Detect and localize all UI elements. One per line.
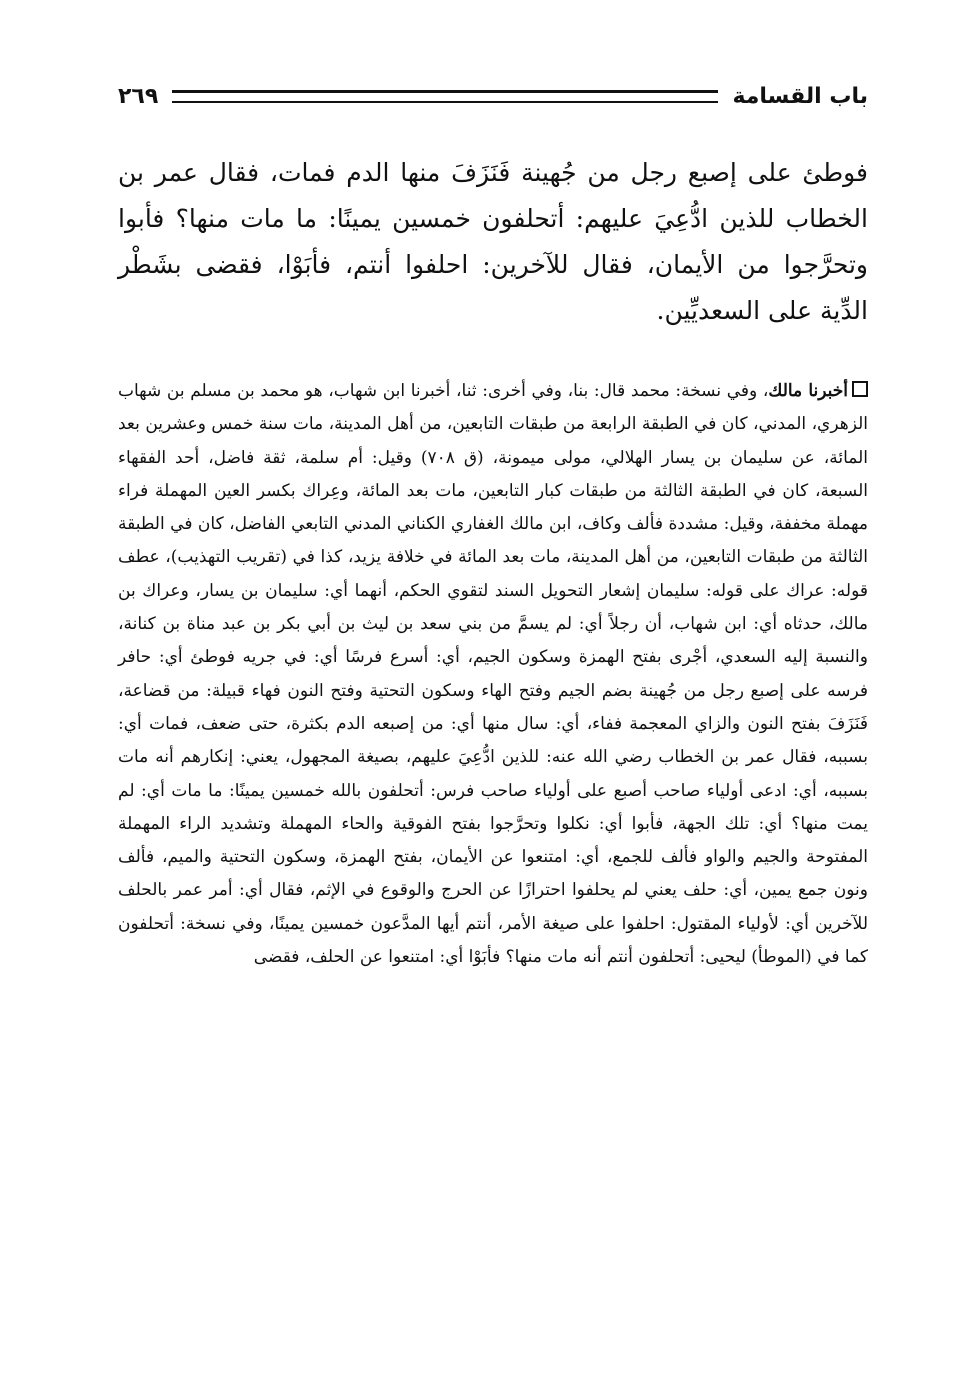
page-number: ٢٦٩: [118, 83, 159, 109]
header-rule: [172, 90, 718, 103]
commentary-lead: أخبرنا مالك: [768, 381, 848, 401]
commentary-block: [118, 375, 868, 974]
page-header: [118, 72, 868, 120]
hadith-text: فوطئ على إصبع رجل من جُهينة فَنَزَفَ منها الدم فمات، فقال عمر بن الخطاب للذين ادُّعِيَ عليهم: أتحلفون خمسين يمينًا: ما مات منها؟ فأبوا وتحرَّجوا من الأيمان، فقال للآخرين: احلفوا أنتم، فأبَوْا، فقضى بشَطْر الدِّية على السعديِّين.: [118, 158, 868, 325]
square-marker-icon: [852, 381, 868, 397]
commentary-text: ، وفي نسخة: محمد قال: بنا، وفي أخرى: ثنا، أخبرنا ابن شهاب، هو محمد بن مسلم بن شهاب الزهري، المدني، كان في الطبقة الرابعة من طبقات التابعين، من أهل المدينة، مات سنة خمس وعشرين بعد المائة، عن سليمان بن يسار الهلالي، مولى ميمونة، (ق ٧٠٨) وقيل: أم سلمة، ثقة فاضل، أحد الفقهاء السبعة، كان في الطبقة الثالثة من طبقات كبار التابعين، مات بعد المائة، وعِراك بكسر العين المهملة فراء مهملة مخففة، وقيل: مشددة فألف وكاف، ابن مالك الغفاري الكناني المدني التابعي الفاضل، كان في الطبقة الثالثة من طبقات التابعين، من أهل المدينة، مات بعد المائة في خلافة يزيد، كذا في (تقريب التهذيب)، عطف قوله: عراك على قوله: سليمان إشعار التحويل السند لتقوي الحكم، أنهما أي: سليمان بن يسار، وعراك بن مالك، حدثاه أي: ابن شهاب، أن رجلاً أي: لم يسمَّ من بني سعد بن ليث بن أبي بكر بن عبد مناة بن كنانة، والنسبة إليه السعدي، أجْرى بفتح الهمزة وسكون الجيم، أي: أسرع فرسًا أي: في جريه فوطئ أي: حافر فرسه على إصبع رجل من جُهينة بضم الجيم وفتح الهاء وسكون التحتية وفتح النون فهاء قبيلة: من قضاعة، فَنَزَفَ بفتح النون والزاي المعجمة ففاء، أي: سال منها أي: من إصبعه الدم بكثرة، حتى ضعف، فمات أي: بسببه، فقال عمر بن الخطاب رضي الله عنه: للذين ادُّعِيَ عليهم، بصيغة المجهول، يعني: إنكارهم أنه مات بسببه، أي: ادعى أولياء صاحب أصبع على أولياء صاحب فرس: أتحلفون بالله خمسين يمينًا: ما مات أي: لم يمت منها؟ أي: تلك الجهة، فأبوا أي: نكلوا وتحرَّجوا بفتح الفوقية والحاء المهملة وتشديد الراء المهملة المفتوحة والجيم والواو فألف للجمع، أي: امتنعوا عن الأيمان، بفتح الهمزة، وسكون التحتية والميم، فألف ونون جمع يمين، أي: حلف يعني لم يحلفوا احترازًا عن الحرج والوقوع في الإثم، فقال أي: أمر عمر بالحلف للآخرين أي: لأولياء المقتول: احلفوا على صيغة الأمر، أنتم أيها المدَّعون خمسين يمينًا، وفي نسخة: أتحلفون كما في (الموطأ) ليحيى: أتحلفون أنتم أنه مات منها؟ فأبَوْا أي: امتنعوا عن الحلف، فقضى: [118, 381, 868, 968]
chapter-title: باب القسامة: [732, 83, 868, 109]
